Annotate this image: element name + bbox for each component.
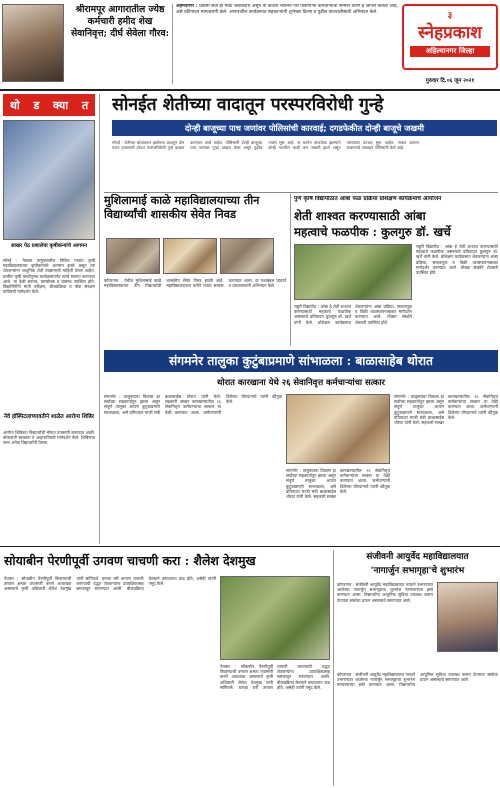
- story6-portrait: [437, 582, 498, 652]
- story3-body: राहुरी विद्यापीठ : आंबा हे शेती शाश्वत करण्यासाठी महत्वाचे फळपीक असल्याचे प्रतिपादन कुलगुरु डॉ. खर्चे यांनी केले. प्रशिक्षण कार्यक्रमात शेतकऱ्यांना आंबा प्रक्रिया, साठवणूक व विक्री व्यवस्थापनाबाबत मार्गदर्शन करण्यात आले. मोठ्या संख्येने शेतकरी उपस्थित होते.: [294, 304, 412, 325]
- brand-sub: अहिल्यानगर जिल्हा: [410, 46, 490, 57]
- story4-body-2: संगमनेर : तालुक्याचा विकास हा सर्वांच्या सहकार्यातून झाला असून संपूर्ण तालुका आपण कुटुंबाप्रमाणे सांभाळला, असे प्रतिपादन माजी मंत्री बाळासाहेब थोरात यांनी केले. सहकारी साखर कारखान्यातील २६ सेवानिवृत्त कर्मचाऱ्यांचा सत्कार या वेळी करण्यात आला. कर्मचाऱ्यांनी दिलेल्या योगदानाचे त्यांनी कौतुक केले.: [286, 468, 390, 500]
- story2-photo-2: [163, 238, 217, 274]
- story3-headline-2: महत्वाचे फळपीक : कुलगुरु डॉ. खर्चे: [294, 225, 451, 239]
- lead-subhead: दोन्ही बाजूच्या पाच जणांवर पोलिसांची कारवाई; दगडफेकीत दोन्ही बाजूचे जखमी: [112, 120, 497, 136]
- story2-headline: मुशिलामाई काळे महाविद्यालयाच्या तीन विद्यार्थ्यांची शासकीय सेवेत निवड: [104, 194, 260, 221]
- story4-subhead: थोरात कारखाना येथे २६ सेवानिवृत्त कर्मचाऱ्यांचा सत्कार: [217, 377, 385, 387]
- story5-body-2: नेवासा : सोयाबीन पेरणीपूर्वी बियाण्याची उगवण क्षमता तपासणी करणे आवश्यक असल्याचे कृषी अधिकारी शैलेश देशमुख यांनी सांगितले. घरच्या घरी उगवण चाचणी करण्याची पद्धत शेतकऱ्यांना प्रात्यक्षिकासह समजावून सांगण्यात आली. बीजप्रक्रिया केल्याने उत्पादनात वाढ होते, असेही त्यांनी नमूद केले.: [220, 664, 330, 690]
- masthead-intro: [176, 4, 398, 84]
- lead-body: सोनई : शेतीच्या बांधावरून झालेल्या वादातून दोन गटांत हाणामारी होऊन परस्परविरोधी गुन्हे दाखल करण्यात आले आहेत. पोलिसांनी दोन्ही बाजूच्या पाच जणांवर गुन्हा दाखल केला असून पुढील तपास सुरू आहे. या घटनेत दगडफेक झाल्याने दोन्ही गटातील काही जण जखमी झाले असून त्यांच्यावर उपचार सुरू आहेत. गावात शांतता राखण्याचे आवाहन पोलिसांनी केले आहे.: [112, 140, 419, 150]
- story6-headline-1: संजीवनी आयुर्वेद महाविद्यालयात: [366, 552, 469, 562]
- story4-photo: [286, 394, 390, 464]
- story2-body: कोपरगाव : येथील मुशिलामाई काळे महाविद्यालयाच्या तीन विद्यार्थ्यांची शासकीय सेवेत निवड झाली आहे. महाविद्यालयाच्या वतीने त्यांचा सत्कार करण्यात आला. या यशाबद्दल प्राचार्य व प्राध्यापकांनी अभिनंदन केले.: [104, 278, 286, 289]
- story3-headline-1: शेती शाश्वत करण्यासाठी आंबा: [294, 209, 426, 223]
- lead-headline: सोनईत शेतीच्या वादातून परस्परविरोधी गुन्हे: [112, 95, 384, 115]
- left-column-subheadline: नेवे हॉस्पिटलाच्यावतीने शाळेत आरोग्य शिबिर: [3, 414, 95, 420]
- masthead-portrait: [2, 4, 64, 82]
- intro-label: अहमदनगर :: [176, 4, 198, 9]
- story4-body: संगमनेर : तालुक्याचा विकास हा सर्वांच्या सहकार्यातून झाला असून संपूर्ण तालुका आपण कुटुंबाप्रमाणे सांभाळला, असे प्रतिपादन माजी मंत्री बाळासाहेब थोरात यांनी केले. सहकारी साखर कारखान्यातील २६ सेवानिवृत्त कर्मचाऱ्यांचा सत्कार या वेळी करण्यात आला. कर्मचाऱ्यांनी दिलेल्या योगदानाचे त्यांनी कौतुक केले.: [104, 394, 282, 415]
- masthead: [0, 0, 500, 88]
- brand-box: [402, 4, 498, 70]
- left-column-photo: [3, 120, 95, 240]
- issue-date: गुरुवार दि.०६ जून २०२१: [425, 78, 475, 84]
- story6-headline-2: 'नागार्जुन सभागृहा'चे शुभारंभ: [370, 566, 465, 576]
- story6-body-2: कोपरगाव : संजीवनी आयुर्वेद महाविद्यालयात नव्याने उभारण्यात आलेल्या नागार्जुन सभागृहाचा शुभारंभ मान्यवरांच्या हस्ते करण्यात आला. विद्यार्थ्यांना आधुनिक सुविधा उपलब्ध करून देण्याचा संस्थेचा प्रयत्न असल्याचे सांगण्यात आले.: [337, 672, 498, 688]
- sidebar-tabs: [3, 94, 95, 116]
- story3-photo: [294, 244, 412, 300]
- story5-body: नेवासा : सोयाबीन पेरणीपूर्वी बियाण्याची उगवण क्षमता तपासणी करणे आवश्यक असल्याचे कृषी अधिकारी शैलेश देशमुख यांनी सांगितले. घरच्या घरी उगवण चाचणी करण्याची पद्धत शेतकऱ्यांना प्रात्यक्षिकासह समजावून सांगण्यात आली. बीजप्रक्रिया केल्याने उत्पादनात वाढ होते, असेही त्यांनी नमूद केले.: [4, 576, 216, 592]
- story5-photo: [220, 576, 330, 660]
- story6-body: कोपरगाव : संजीवनी आयुर्वेद महाविद्यालयात नव्याने उभारण्यात आलेल्या नागार्जुन सभागृहाचा शुभारंभ मान्यवरांच्या हस्ते करण्यात आला. विद्यार्थ्यांना आधुनिक सुविधा उपलब्ध करून देण्याचा संस्थेचा प्रयत्न असल्याचे सांगण्यात आले.: [337, 582, 433, 603]
- tab-4: त: [81, 98, 89, 112]
- story4-headline: संगमनेर तालुका कुटुंबाप्रमाणे सांभाळला : बाळासाहेब थोरात: [104, 350, 498, 372]
- story5-headline: सोयाबीन पेरणीपूर्वी उगवण चाचणी करा : शैलेश देशमुख: [4, 553, 256, 568]
- intro-text: प्रवासी सेवा ही मोठी जबाबदारी असून ती कर्तव्य भावनेने पार पाडणाऱ्या कर्मचाऱ्यांचा सन्मान करणे हे आपले कर्तव्य आहे, असे प्रतिपादन मान्यवरांनी केले. आगारातील कार्यक्रमात सहकाऱ्यांनी शुभेच्छा दिल्या व पुढील वाटचालीसाठी अभिनंदन केले.: [176, 4, 398, 16]
- left-headline: श्रीरामपूर आगारातील ज्येष्ठ कर्मचारी हमीद शेख सेवानिवृत्त; दीर्घ सेवेला गौरव:: [70, 4, 170, 39]
- left-column-body: सोनई : नेवासा तालुक्यातील विविध गावांत कृषी महाविद्यालयाच्या कृषीकन्यांचे आगमन झाले असून त्या शेतकऱ्यांना आधुनिक शेती तंत्रज्ञानाची माहिती देणार आहेत. ग्रामीण कृषी कार्यानुभव कार्यक्रमांतर्गत त्यांचे स्वागत करण्यात आले. या वेळी सरपंच, ग्रामसेवक व ग्रामस्थ उपस्थित होते. विद्यार्थिनींनी माती परीक्षण, बीजप्रक्रिया व पीक संरक्षण याविषयी मार्गदर्शन केले.: [3, 258, 95, 295]
- tab-1: थो: [9, 98, 20, 112]
- story3-kicker: पुणे कृषि विद्यापीठात आंबा फळ प्रक्रिया प्रशिक्षण कार्यक्रमाचे आयोजन: [294, 196, 442, 202]
- left-column-body2: आरोग्य शिबिरात विद्यार्थ्यांची मोफत तपासणी करण्यात आली. डॉक्टरांनी स्वच्छता व आहाराविषयी मार्गदर्शन केले. शिबिराचा लाभ अनेक विद्यार्थ्यांनी घेतला.: [3, 430, 95, 446]
- story4-body-3: संगमनेर : तालुक्याचा विकास हा सर्वांच्या सहकार्यातून झाला असून संपूर्ण तालुका आपण कुटुंबाप्रमाणे सांभाळला, असे प्रतिपादन माजी मंत्री बाळासाहेब थोरात यांनी केले. सहकारी साखर कारखान्यातील २६ सेवानिवृत्त कर्मचाऱ्यांचा सत्कार या वेळी करण्यात आला. कर्मचाऱ्यांनी दिलेल्या योगदानाचे त्यांनी कौतुक केले.: [394, 394, 498, 426]
- tab-3: क्या: [53, 98, 69, 112]
- tab-2: ड: [33, 98, 40, 112]
- story2-photo-3: [220, 238, 274, 274]
- story3-body-right: राहुरी विद्यापीठ : आंबा हे शेती शाश्वत करण्यासाठी महत्वाचे फळपीक असल्याचे प्रतिपादन कुलगुरु डॉ. खर्चे यांनी केले. प्रशिक्षण कार्यक्रमात शेतकऱ्यांना आंबा प्रक्रिया, साठवणूक व विक्री व्यवस्थापनाबाबत मार्गदर्शन करण्यात आले. मोठ्या संख्येने शेतकरी उपस्थित होते.: [416, 244, 498, 276]
- story2-photo-1: [106, 238, 160, 274]
- left-column-caption: साखर पेठ प्रशालेचा कृषीकन्यांचे आगमन: [10, 243, 88, 249]
- brand-number: ३: [447, 11, 453, 21]
- brand-name: स्नेहप्रकाश: [418, 23, 482, 43]
